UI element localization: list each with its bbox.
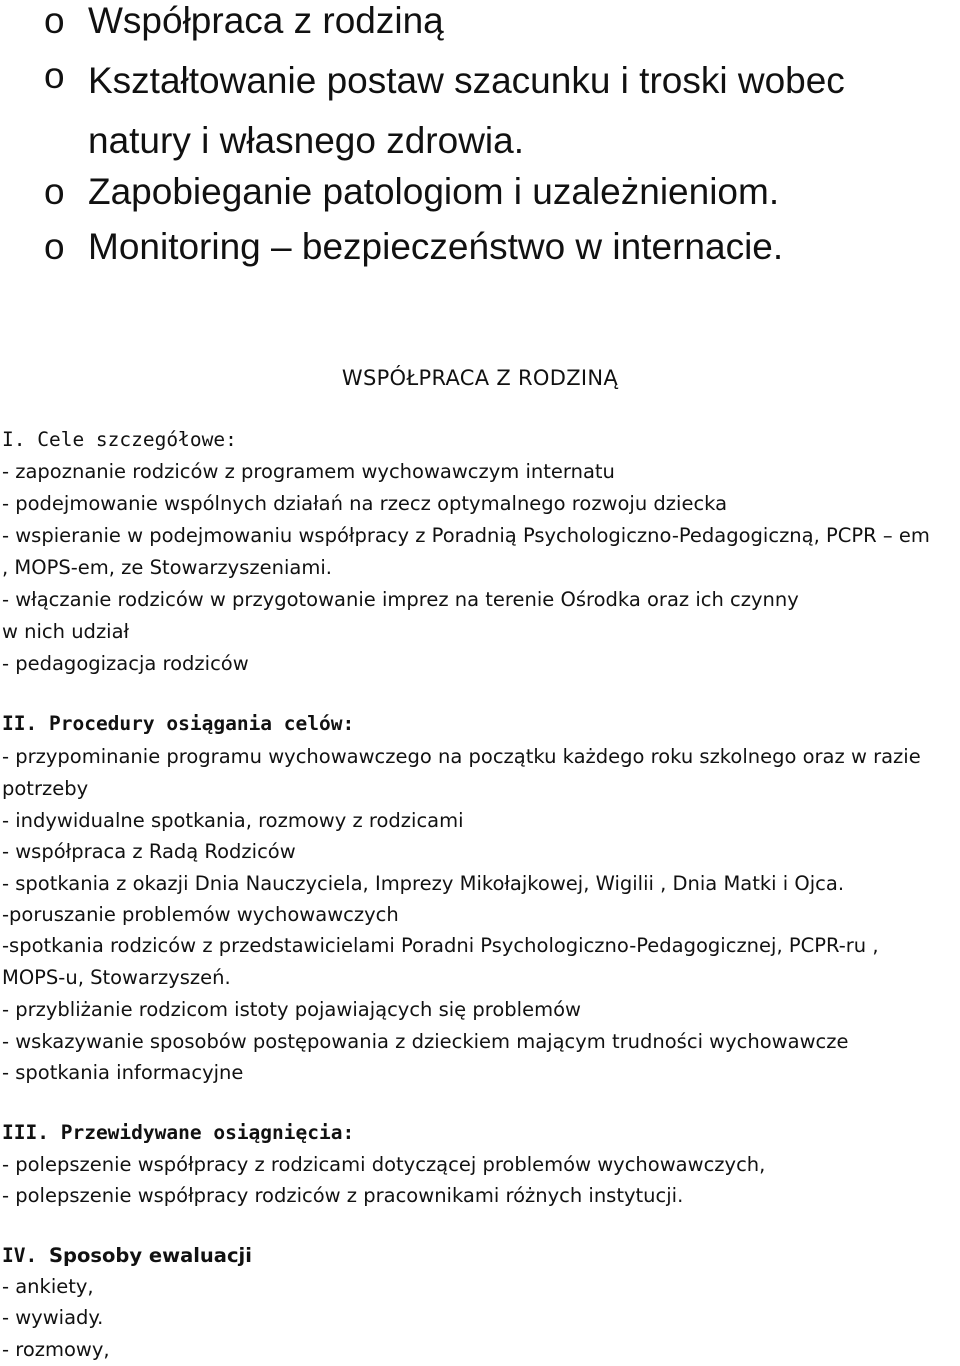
text-line: potrzeby — [2, 777, 89, 800]
text-line: - polepszenie współpracy z rodzicami dotyczącej problemów wychowawczych, — [2, 1153, 766, 1176]
section-number: IV. — [2, 1244, 38, 1267]
list-item-text: Zapobieganie patologiom i uzależnieniom. — [88, 171, 780, 212]
bullet: o — [44, 0, 65, 41]
section-title-text: Przewidywane osiągnięcia: — [60, 1121, 355, 1144]
section-title — [2, 709, 354, 739]
section-title — [2, 1118, 354, 1148]
list-item — [44, 167, 954, 217]
text-line: MOPS-u, Stowarzyszeń. — [2, 966, 231, 989]
list-item — [44, 51, 954, 171]
text-line: - polepszenie współpracy rodziców z pracownikami różnych instytucji. — [2, 1184, 684, 1207]
text-line: - ankiety, — [2, 1275, 94, 1298]
text-line: - spotkania informacyjne — [2, 1061, 244, 1084]
section-title — [2, 1241, 252, 1271]
list-item-text: Kształtowanie postaw szacunku i troski wobec natury i własnego zdrowia. — [88, 60, 845, 161]
text-line: -spotkania rodziców z przedstawicielami Poradni Psychologiczno-Pedagogicznej, PCPR-ru , — [2, 934, 879, 957]
text-line: - współpraca z Radą Rodziców — [2, 840, 296, 863]
list-item-text: Monitoring – bezpieczeństwo w internacie. — [88, 226, 784, 267]
text-line: -poruszanie problemów wychowawczych — [2, 903, 399, 926]
list-item — [44, 0, 954, 46]
text-line: - spotkania z okazji Dnia Nauczyciela, Imprezy Mikołajkowej, Wigilii , Dnia Matki i Ojca. — [2, 872, 845, 895]
text-line: w nich udział — [2, 620, 130, 643]
text-line: - podejmowanie wspólnych działań na rzecz optymalnego rozwoju dziecka — [2, 492, 728, 515]
bullet: o — [44, 226, 65, 267]
section-number: III. — [2, 1121, 49, 1144]
section-title-text: Procedury osiągania celów: — [48, 712, 355, 735]
text-line: - rozmowy, — [2, 1338, 110, 1361]
bullet: o — [44, 55, 65, 96]
text-line: , MOPS-em, ze Stowarzyszeniami. — [2, 556, 332, 579]
text-line: - przybliżanie rodzicom istoty pojawiających się problemów — [2, 998, 581, 1021]
section-number: I. — [2, 428, 26, 451]
text-line: - wspieranie w podejmowaniu współpracy z Poradnią Psychologiczno-Pedagogiczną, PCPR – em — [2, 524, 930, 547]
list-item — [44, 222, 954, 272]
text-line: - przypominanie programu wychowawczego na początku każdego roku szkolnego oraz w razie — [2, 745, 921, 768]
bullet: o — [44, 171, 65, 212]
section-title-text: Cele szczegółowe: — [37, 428, 237, 451]
section-title-text: Sposoby ewaluacji — [48, 1244, 252, 1267]
text-line: - pedagogizacja rodziców — [2, 652, 249, 675]
list-item-text: Współpraca z rodziną — [88, 0, 444, 41]
text-line: - zapoznanie rodziców z programem wychowawczym internatu — [2, 460, 615, 483]
text-line: - włączanie rodziców w przygotowanie imprez na terenie Ośrodka oraz ich czynny — [2, 588, 799, 611]
section-title — [2, 425, 237, 455]
section-heading: WSPÓŁPRACA Z RODZINĄ — [341, 366, 619, 390]
text-line: - wywiady. — [2, 1306, 104, 1329]
text-line: - indywidualne spotkania, rozmowy z rodzicami — [2, 809, 464, 832]
section-number: II. — [2, 712, 38, 735]
text-line: - wskazywanie sposobów postępowania z dzieckiem mającym trudności wychowawcze — [2, 1030, 849, 1053]
